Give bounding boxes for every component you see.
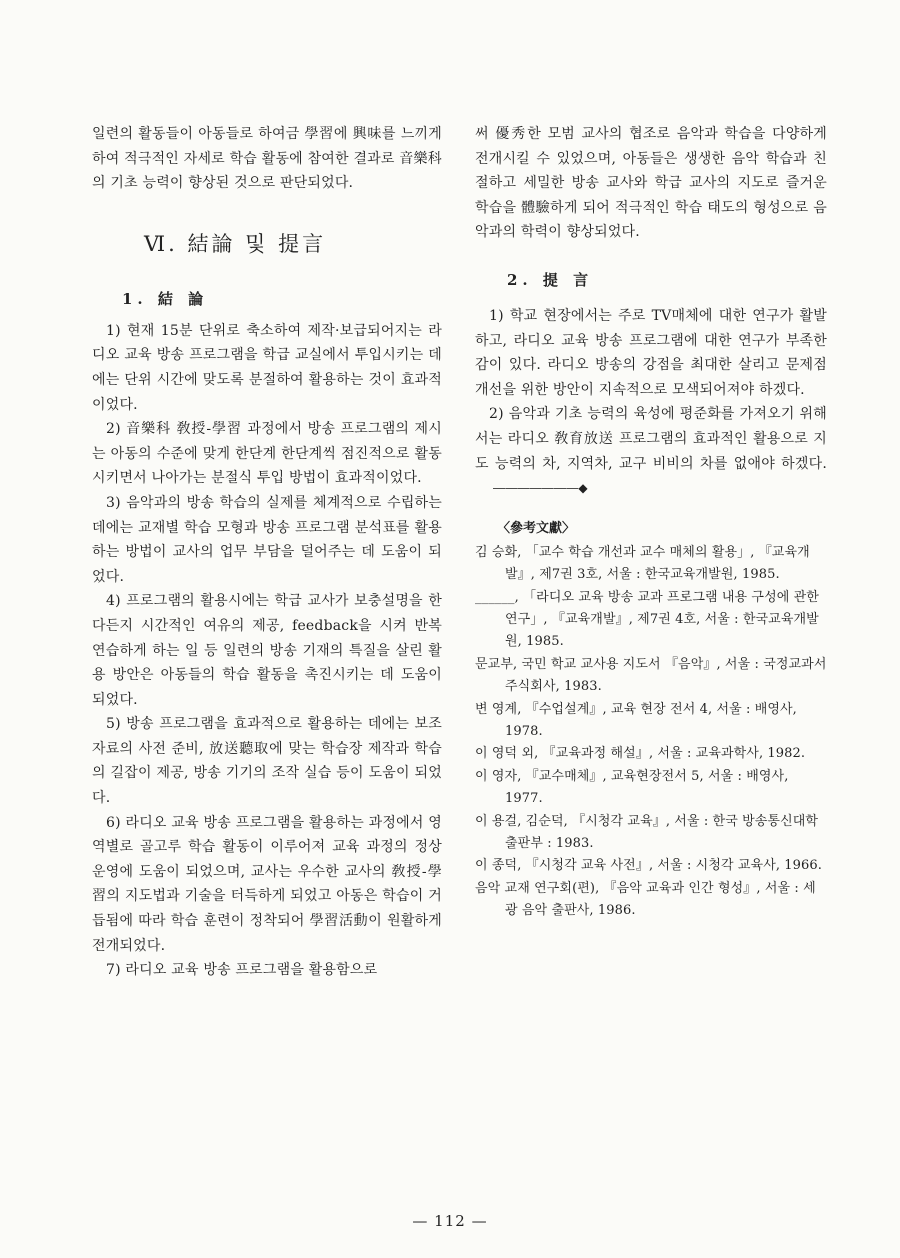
reference-item: 문교부, 국민 학교 교사용 지도서 『음악』, 서울 : 국정교과서 주식회사, 1983.	[475, 656, 827, 695]
conclusion-paragraph-6: 6) 라디오 교육 방송 프로그램을 활용하는 과정에서 영역별로 골고루 학습 활동이 이루어져 교육 과정의 정상 운영에 도움이 되었으며, 교사는 우수한 교사의 敎授-學習의 지도법과 기술을 터득하게 되었고 아동은 학습이 거듭됨에 따라 학습 훈련이 정착되어 學習活動이 원활하게 전개되었다.	[92, 814, 442, 954]
intro-paragraph: 일련의 활동들이 아동들로 하여금 學習에 興味를 느끼게 하여 적극적인 자세로 학습 활동에 참여한 결과로 音樂科의 기초 능력이 향상된 것으로 판단되었다.	[92, 126, 442, 192]
conclusion-paragraph-4: 4) 프로그램의 활용시에는 학급 교사가 보충설명을 한다든지 시간적인 여유의 제공, feedback을 시켜 반복 연습하게 하는 일 등 일련의 방송 기재의 특질을 살린 활용 방안은 아동들의 학습 활동을 촉진시키는 데 도움이 되었다.	[92, 593, 442, 708]
section-heading: Ⅵ. 結論 및 提言	[144, 231, 327, 256]
conclusion-paragraph-3: 3) 음악과의 방송 학습의 실제를 체계적으로 수립하는 데에는 교재별 학습 모형과 방송 프로그램 분석표를 활용하는 방법이 교사의 업무 부담을 덜어주는 데 도움이 되었다.	[92, 494, 442, 585]
reference-item: ______, 「라디오 교육 방송 교과 프로그램 내용 구성에 관한 연구」, 『교육개발』, 제7권 4호, 서울 : 한국교육개발원, 1985.	[475, 589, 819, 650]
conclusion-paragraph-1: 1) 현재 15분 단위로 축소하여 제작·보급되어지는 라디오 교육 방송 프로그램을 학급 교실에서 투입시키는 데에는 단위 시간에 맞도록 분절하여 활용하는 것이 효과적이었다.	[92, 322, 442, 413]
continuation-paragraph: 써 優秀한 모범 교사의 협조로 음악과 학습을 다양하게 전개시킬 수 있었으며, 아동들은 생생한 음악 학습과 친절하고 세밀한 방송 교사와 학급 교사의 지도로 즐거운 학습을 體驗하게 되어 적극적인 학습 태도의 형성으로 음악과의 학력이 향상되었다.	[475, 126, 827, 241]
references-title: 〈參考文獻〉	[497, 520, 576, 536]
reference-item: 이 용걸, 김순덕, 『시청각 교육』, 서울 : 한국 방송통신대학 출판부 : 1983.	[475, 813, 819, 851]
page-number: — 112 —	[412, 1212, 488, 1230]
reference-item: 이 종덕, 『시청각 교육 사전』, 서울 : 시청각 교육사, 1966.	[475, 858, 823, 874]
proposal-paragraph-2-text: 2) 음악과 기초 능력의 육성에 평준화를 가져오기 위해서는 라디오 敎育放送 프로그램의 효과적인 활용으로 지도 능력의 차, 지역차, 교구 비비의 차를 없애야 하겠다.	[475, 406, 827, 472]
reference-item: 변 영계, 『수업설계』, 교육 현장 전서 4, 서울 : 배영사, 1978.	[475, 701, 797, 739]
reference-item: 음악 교재 연구회(편), 『음악 교육과 인간 형성』, 서울 : 세광 음악 출판사, 1986.	[475, 880, 816, 919]
reference-item: 이 영자, 『교수매체』, 교육현장전서 5, 서울 : 배영사, 1977.	[475, 768, 789, 807]
conclusion-subheading: 1. 結 論	[122, 289, 209, 308]
reference-item: 김 승화, 「교수 학습 개선과 교수 매체의 활용」, 『교육개발』, 제7권 3호, 서울 : 한국교육개발원, 1985.	[475, 544, 810, 583]
proposal-subheading: 2. 提 言	[507, 270, 594, 289]
proposal-paragraph-2	[475, 402, 827, 500]
end-mark: ―――――――◆	[493, 481, 588, 496]
left-column	[92, 122, 442, 983]
reference-item: 이 영덕 외, 『교육과정 해설』, 서울 : 교육과학사, 1982.	[475, 746, 806, 762]
right-column	[475, 122, 827, 923]
conclusion-paragraph-5: 5) 방송 프로그램을 효과적으로 활용하는 데에는 보조 자료의 사전 준비, 放送聽取에 맞는 학습장 제작과 학습의 길잡이 제공, 방송 기기의 조작 실습 등이 도움이 되었다.	[92, 716, 442, 807]
conclusion-paragraph-7: 7) 라디오 교육 방송 프로그램을 활용함으로	[106, 962, 378, 979]
proposal-paragraph-1: 1) 학교 현장에서는 주로 TV매체에 대한 연구가 활발하고, 라디오 교육 방송 프로그램에 대한 연구가 부족한 감이 있다. 라디오 방송의 강점을 최대한 살리고 문제점 개선을 위한 방안이 지속적으로 모색되어져야 하겠다.	[475, 307, 827, 398]
conclusion-paragraph-2: 2) 音樂科 敎授-學習 과정에서 방송 프로그램의 제시는 아동의 수준에 맞게 한단계 한단계씩 점진적으로 활동시키면서 나아가는 분절식 투입 방법이 효과적이었다.	[92, 421, 442, 487]
